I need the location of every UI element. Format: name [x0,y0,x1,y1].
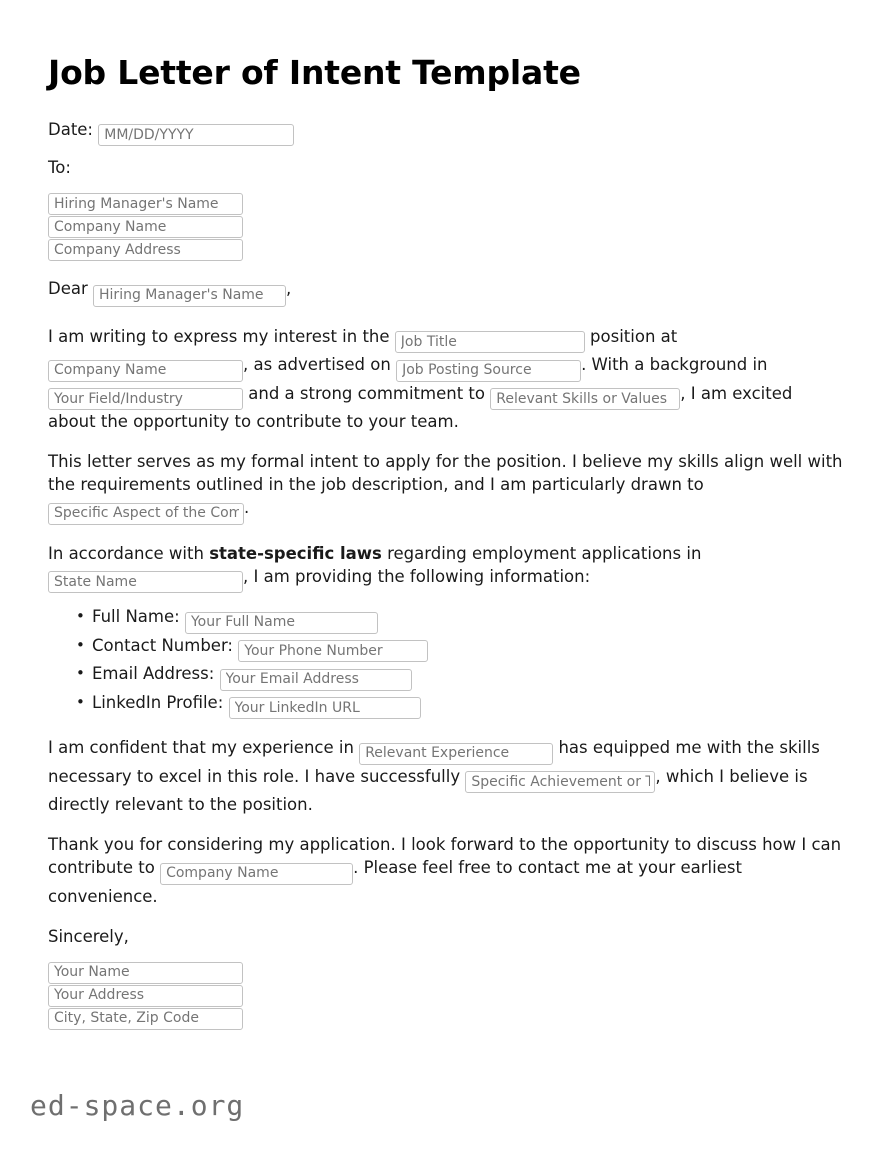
company-name-input-para1[interactable] [48,360,243,382]
para1-text-1: I am writing to express my interest in the [48,326,390,346]
city-state-zip-input[interactable] [48,1008,243,1030]
list-item [92,691,844,720]
document-content [48,54,844,1031]
paragraph-intent [48,325,844,434]
full-name-label: Full Name: [92,607,180,627]
your-name-input[interactable] [48,962,243,984]
phone-number-input[interactable] [238,640,428,662]
to-label: To: [48,158,71,178]
para1-text-4: . With a background in [581,355,768,375]
para4-text-2: has equipped me with the skills necessary to excel in this role. I have successfully [48,738,820,786]
email-address-input[interactable] [220,669,412,691]
applicant-info-list [48,605,844,719]
para3-text-1: In accordance with [48,543,204,563]
field-industry-input[interactable] [48,388,243,410]
paragraph-state-laws [48,542,844,594]
para2-text-2: . [244,498,250,518]
signature-block [48,962,844,1030]
relevant-experience-input[interactable] [359,743,553,765]
salutation-comma: , [286,279,292,299]
para3-text-3: , I am providing the following information: [243,566,591,586]
list-item [92,605,844,634]
para2-text-1: This letter serves as my formal intent to apply for the position. I believe my skills align well with the requirements outlined in the job description, and I am particularly drawn to [48,452,843,495]
para5-text-2: . Please feel free to contact me at your earliest convenience. [48,858,742,906]
para1-text-5: and a strong commitment to [248,383,485,403]
date-input[interactable] [98,124,294,146]
salutation-line [48,277,844,307]
list-item [92,662,844,691]
date-label: Date: [48,119,93,139]
closing-salutation: Sincerely, [48,926,129,946]
linkedin-url-input[interactable] [229,697,421,719]
specific-aspect-input[interactable] [48,503,244,525]
para1-text-2: position at [590,326,678,346]
company-address-input[interactable] [48,239,243,261]
para3-text-2: regarding employment applications in [387,543,702,563]
your-address-input[interactable] [48,985,243,1007]
paragraph-experience [48,736,844,816]
contact-number-label: Contact Number: [92,635,233,655]
site-watermark: ed-space.org [30,1089,245,1122]
page-title: Job Letter of Intent Template [48,53,581,92]
job-title-input[interactable] [395,331,585,353]
state-name-input[interactable] [48,571,243,593]
recipient-block [48,193,844,261]
relevant-skills-input[interactable] [490,388,680,410]
email-address-label: Email Address: [92,664,215,684]
para5-text-1: Thank you for considering my application. I look forward to the opportunity to discuss how I can contribute to [48,835,842,878]
para1-text-6: , I am excited about the opportunity to contribute to your team. [48,383,793,432]
company-name-input[interactable] [48,216,243,238]
state-specific-laws-bold: state-specific laws [209,543,382,563]
dear-label: Dear [48,279,88,299]
paragraph-formal-intent [48,450,844,525]
hiring-manager-name-input[interactable] [48,193,243,215]
para4-text-1: I am confident that my experience in [48,738,354,758]
para4-text-3: , which I believe is directly relevant to the position. [48,766,808,815]
para1-text-3: , as advertised on [243,355,391,375]
job-posting-source-input[interactable] [396,360,581,382]
salutation-manager-input[interactable] [93,285,286,307]
paragraph-thank-you [48,833,844,908]
date-line [48,118,844,147]
specific-achievement-input[interactable] [465,771,655,793]
linkedin-profile-label: LinkedIn Profile: [92,692,224,712]
company-name-input-closing[interactable] [160,863,353,885]
list-item [92,634,844,663]
full-name-input[interactable] [185,612,378,634]
